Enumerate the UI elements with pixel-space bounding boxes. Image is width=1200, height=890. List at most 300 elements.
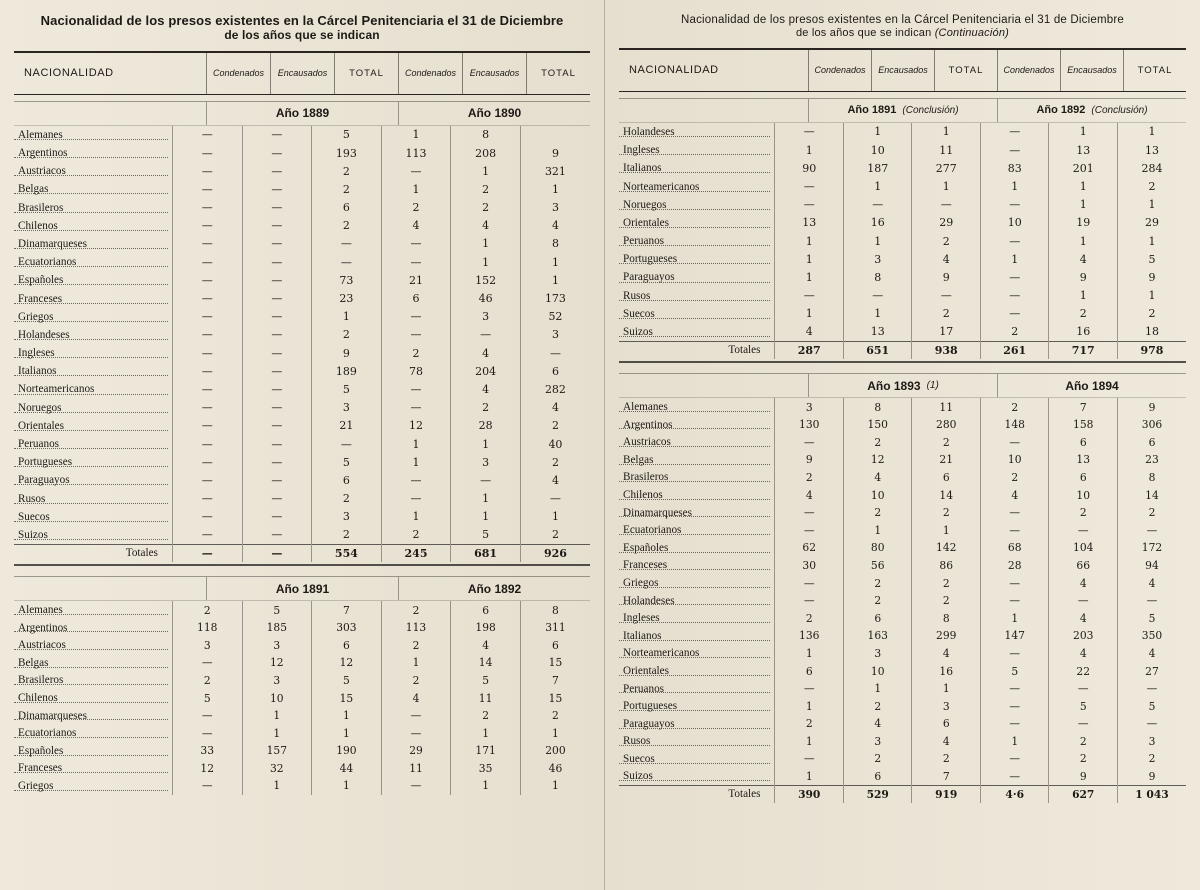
value-e2: —: [1049, 680, 1118, 698]
nationality-cell: [14, 453, 172, 471]
value-c1: 3: [775, 398, 844, 416]
nationality-label: Suecos: [623, 307, 655, 320]
table-row: [619, 287, 1186, 305]
table-row: [619, 592, 1186, 610]
value-c1: —: [172, 453, 242, 471]
nationality-cell: [619, 123, 775, 141]
value-c1: 1: [775, 232, 844, 250]
table-row: [619, 469, 1186, 487]
value-c1: —: [172, 435, 242, 453]
total-t2: 978: [1117, 341, 1186, 359]
value-e1: —: [242, 271, 312, 289]
value-e1: —: [843, 287, 912, 305]
nationality-cell: [14, 380, 172, 398]
value-c1: 1: [775, 250, 844, 268]
table-row: [619, 504, 1186, 522]
value-c1: —: [775, 592, 844, 610]
value-c2: —: [980, 750, 1049, 768]
total-c2: 4·6: [980, 785, 1049, 803]
value-t2: 2: [1117, 177, 1186, 195]
nationality-label: Franceses: [18, 292, 63, 305]
value-e1: 150: [843, 416, 912, 434]
nationality-cell: [14, 162, 172, 180]
right-block-1893-1894: [619, 373, 1186, 803]
value-e1: 3: [843, 250, 912, 268]
nationality-cell: [619, 159, 775, 177]
nationality-cell: [619, 609, 775, 627]
value-e2: 4: [451, 636, 521, 654]
value-t2: 52: [520, 308, 590, 326]
value-t2: 27: [1117, 662, 1186, 680]
left-year-b-2-label: Año 1892: [467, 581, 522, 596]
value-t2: 2: [1117, 504, 1186, 522]
value-t1: 1: [312, 308, 382, 326]
nationality-label: Ecuatorianos: [18, 256, 77, 269]
table-row: [14, 235, 590, 253]
nationality-cell: [14, 217, 172, 235]
nationality-cell: [14, 689, 172, 707]
value-e2: 1: [451, 777, 521, 795]
value-e2: 6: [1049, 433, 1118, 451]
value-t1: 8: [912, 609, 981, 627]
value-c2: 5: [980, 662, 1049, 680]
value-e1: 1: [843, 305, 912, 323]
value-t2: 1: [520, 724, 590, 742]
value-t1: 2: [912, 433, 981, 451]
value-e2: 4: [1049, 574, 1118, 592]
nationality-cell: [619, 469, 775, 487]
value-e1: 8: [843, 398, 912, 416]
nationality-label: Rusos: [18, 492, 46, 505]
right-year-a-2-label: Año 1893: [867, 378, 921, 393]
value-e2: 35: [451, 760, 521, 778]
totals-row: [619, 785, 1186, 803]
left-header-nationality: NACIONALIDAD: [24, 67, 114, 80]
value-t2: 9: [1117, 268, 1186, 286]
value-c2: 6: [381, 289, 451, 307]
table-row: [619, 609, 1186, 627]
nationality-label: Paraguayos: [623, 271, 675, 284]
value-t1: 16: [912, 662, 981, 680]
value-c1: 2: [775, 609, 844, 627]
value-c1: —: [172, 198, 242, 216]
value-c1: —: [775, 680, 844, 698]
value-c2: —: [980, 433, 1049, 451]
value-c1: —: [172, 777, 242, 795]
nationality-label: Orientales: [623, 665, 669, 677]
value-t1: 1: [312, 777, 382, 795]
nationality-cell: [619, 305, 775, 323]
value-c2: —: [381, 326, 451, 344]
value-t1: 2: [912, 750, 981, 768]
nationality-cell: [619, 733, 775, 751]
value-e1: —: [242, 235, 312, 253]
nationality-label: Paraguayos: [623, 717, 675, 730]
right-year-b-1-label: Año 1892: [1036, 104, 1086, 117]
value-c2: 1: [980, 609, 1049, 627]
nationality-label: Norteamericanos: [623, 647, 700, 660]
value-c1: 6: [775, 662, 844, 680]
left-year-headers-1: [14, 102, 590, 126]
value-e1: 3: [843, 733, 912, 751]
value-t2: 3: [520, 198, 590, 216]
value-c1: —: [172, 508, 242, 526]
value-t2: 1: [520, 508, 590, 526]
nationality-cell: [14, 654, 172, 672]
value-c1: —: [172, 362, 242, 380]
value-t1: 2: [912, 504, 981, 522]
value-e1: —: [242, 344, 312, 362]
value-t1: 11: [912, 141, 981, 159]
value-t1: 299: [912, 627, 981, 645]
nationality-label: Rusos: [623, 289, 651, 302]
nationality-label: Dinamarqueses: [18, 709, 87, 722]
table-row: [14, 380, 590, 398]
value-e2: 1: [451, 235, 521, 253]
left-header-col-6: TOTAL: [526, 53, 590, 94]
value-c2: —: [980, 592, 1049, 610]
value-t1: 2: [312, 217, 382, 235]
value-t1: 6: [312, 636, 382, 654]
table-row: [14, 180, 590, 198]
table-row: [14, 271, 590, 289]
value-t2: —: [520, 489, 590, 507]
nationality-cell: [619, 539, 775, 557]
totals-label: Totales: [728, 344, 761, 357]
value-e1: 6: [843, 768, 912, 786]
value-t1: 2: [312, 326, 382, 344]
value-c1: 2: [172, 601, 242, 619]
value-e2: 2: [1049, 733, 1118, 751]
value-t2: [520, 126, 590, 144]
value-e2: 2: [451, 198, 521, 216]
value-t2: 8: [1117, 469, 1186, 487]
left-header-col-2: Encausados: [270, 53, 334, 94]
left-header-row: [14, 51, 590, 95]
total-e1: —: [242, 544, 312, 562]
nationality-label: Austriacos: [18, 639, 66, 652]
nationality-label: Brasileros: [18, 674, 64, 687]
value-c1: 1: [775, 768, 844, 786]
value-t2: 172: [1117, 539, 1186, 557]
nationality-cell: [14, 508, 172, 526]
value-e2: —: [451, 471, 521, 489]
nationality-label: Norteamericanos: [18, 383, 95, 396]
value-t2: 2: [1117, 750, 1186, 768]
value-t1: 142: [912, 539, 981, 557]
totals-label-cell: [619, 341, 775, 359]
value-e1: 185: [242, 619, 312, 637]
value-e2: 204: [451, 362, 521, 380]
value-t2: 1: [520, 777, 590, 795]
table-row: [14, 217, 590, 235]
value-t2: 1: [520, 271, 590, 289]
nationality-label: Italianos: [18, 365, 57, 378]
right-table-1893-1894: [619, 398, 1186, 803]
right-header-col-6: TOTAL: [1123, 50, 1186, 91]
nationality-cell: [619, 177, 775, 195]
right-year-b-2-label: Año 1894: [1065, 378, 1119, 393]
value-t1: 277: [912, 159, 981, 177]
total-c2: 245: [381, 544, 451, 562]
value-c1: 4: [775, 486, 844, 504]
right-table-body-2: [619, 398, 1186, 803]
total-t1: 919: [912, 785, 981, 803]
value-e2: 9: [1049, 768, 1118, 786]
value-c2: —: [381, 253, 451, 271]
nationality-cell: [14, 326, 172, 344]
nationality-label: Portugueses: [623, 700, 678, 713]
value-t2: 1: [1117, 232, 1186, 250]
table-row: [14, 162, 590, 180]
value-t1: 2: [312, 180, 382, 198]
value-t1: 6: [912, 715, 981, 733]
table-row: [619, 645, 1186, 663]
nationality-label: Belgas: [623, 453, 654, 466]
left-header-col-3: TOTAL: [334, 53, 398, 94]
nationality-cell: [14, 707, 172, 725]
right-title-line1: Nacionalidad de los presos existentes en la Cárcel Penitenciaria el 31 de Diciembre: [681, 14, 1124, 26]
left-title: [14, 14, 590, 43]
value-e1: 157: [242, 742, 312, 760]
value-e2: 4: [451, 380, 521, 398]
right-year-a-2: [808, 374, 997, 397]
value-t1: 11: [912, 398, 981, 416]
value-t2: 9: [520, 144, 590, 162]
nationality-cell: [14, 777, 172, 795]
nationality-cell: [619, 232, 775, 250]
value-e1: 56: [843, 557, 912, 575]
value-e1: —: [242, 399, 312, 417]
value-e1: 3: [242, 636, 312, 654]
nationality-label: Peruanos: [623, 682, 665, 695]
value-e1: 10: [843, 141, 912, 159]
table-row: [619, 451, 1186, 469]
value-t1: 86: [912, 557, 981, 575]
value-c2: —: [980, 232, 1049, 250]
total-e1: 651: [843, 341, 912, 359]
value-e1: —: [242, 289, 312, 307]
left-year-a-2-label: Año 1891: [275, 581, 330, 596]
right-year-b-1-note: (Conclusión): [1091, 104, 1148, 116]
value-e2: 4: [451, 217, 521, 235]
value-t2: 4: [1117, 645, 1186, 663]
nationality-cell: [619, 680, 775, 698]
table-row: [14, 636, 590, 654]
value-c1: 3: [172, 636, 242, 654]
value-t2: 23: [1117, 451, 1186, 469]
nationality-cell: [619, 592, 775, 610]
value-e1: 12: [843, 451, 912, 469]
value-e2: 16: [1049, 323, 1118, 341]
value-t2: 6: [520, 636, 590, 654]
value-t2: 4: [1117, 574, 1186, 592]
nationality-cell: [14, 601, 172, 619]
value-c1: —: [775, 504, 844, 522]
table-row: [619, 486, 1186, 504]
value-t1: —: [912, 196, 981, 214]
right-table-1891-1892: [619, 123, 1186, 359]
totals-label: Totales: [125, 547, 158, 560]
value-t2: 40: [520, 435, 590, 453]
nationality-label: Brasileros: [18, 201, 64, 214]
value-t1: 29: [912, 214, 981, 232]
value-t1: 2: [912, 305, 981, 323]
value-e1: 10: [242, 689, 312, 707]
value-c1: —: [172, 344, 242, 362]
nationality-label: Argentinos: [18, 621, 68, 634]
value-t1: 17: [912, 323, 981, 341]
value-c2: —: [980, 680, 1049, 698]
value-c2: 2: [381, 198, 451, 216]
value-c2: 113: [381, 144, 451, 162]
left-header-col-1: Condenados: [206, 53, 270, 94]
nationality-cell: [14, 289, 172, 307]
left-block-1891-1892: [14, 576, 590, 795]
value-c2: 1: [381, 180, 451, 198]
value-c2: 29: [381, 742, 451, 760]
value-c2: 4: [381, 689, 451, 707]
value-e2: 4: [1049, 250, 1118, 268]
value-c1: 33: [172, 742, 242, 760]
value-t2: 15: [520, 689, 590, 707]
value-c2: 147: [980, 627, 1049, 645]
value-c2: —: [980, 287, 1049, 305]
value-t2: 350: [1117, 627, 1186, 645]
value-c2: 2: [980, 398, 1049, 416]
nationality-label: Italianos: [623, 162, 662, 175]
nationality-cell: [619, 662, 775, 680]
value-c1: 9: [775, 451, 844, 469]
right-title-line2: [619, 27, 1186, 40]
value-e1: 1: [843, 123, 912, 141]
table-row: [14, 760, 590, 778]
value-c1: 5: [172, 689, 242, 707]
nationality-cell: [619, 287, 775, 305]
total-t1: 554: [312, 544, 382, 562]
value-e1: 2: [843, 504, 912, 522]
value-c1: —: [172, 308, 242, 326]
table-row: [14, 453, 590, 471]
value-c1: —: [172, 217, 242, 235]
value-t2: —: [1117, 680, 1186, 698]
nationality-label: Brasileros: [623, 471, 669, 484]
value-e1: —: [242, 144, 312, 162]
totals-label: Totales: [728, 788, 761, 801]
table-row: [14, 742, 590, 760]
value-e2: 7: [1049, 398, 1118, 416]
value-t1: 23: [312, 289, 382, 307]
value-t2: 94: [1117, 557, 1186, 575]
value-t2: 8: [520, 601, 590, 619]
value-e1: —: [242, 453, 312, 471]
value-t2: 9: [1117, 398, 1186, 416]
value-e2: 5: [1049, 697, 1118, 715]
value-c2: —: [381, 308, 451, 326]
table-row: [619, 305, 1186, 323]
value-e1: —: [242, 253, 312, 271]
total-c1: 287: [775, 341, 844, 359]
value-e1: —: [242, 526, 312, 544]
value-e1: 1: [843, 521, 912, 539]
nationality-label: Griegos: [623, 577, 659, 590]
value-e2: 1: [1049, 232, 1118, 250]
value-e2: 11: [451, 689, 521, 707]
value-e1: —: [242, 489, 312, 507]
table-row: [619, 627, 1186, 645]
value-t2: 2: [520, 453, 590, 471]
left-year-a-1-label: Año 1889: [275, 106, 330, 121]
nationality-cell: [619, 768, 775, 786]
total-e2: 717: [1049, 341, 1118, 359]
value-e2: 1: [451, 253, 521, 271]
value-t2: 8: [520, 235, 590, 253]
value-e1: —: [242, 471, 312, 489]
value-c2: —: [980, 123, 1049, 141]
left-block1-bottom-rule: [14, 564, 590, 566]
value-t1: 2: [312, 489, 382, 507]
value-e2: 1: [1049, 123, 1118, 141]
nationality-label: Suizos: [623, 770, 653, 783]
value-t1: 1: [312, 707, 382, 725]
nationality-label: Orientales: [18, 419, 64, 432]
total-e2: 681: [451, 544, 521, 562]
value-c2: —: [980, 574, 1049, 592]
value-c1: —: [172, 144, 242, 162]
nationality-label: Rusos: [623, 735, 651, 748]
value-e1: —: [242, 326, 312, 344]
table-row: [619, 539, 1186, 557]
nationality-cell: [14, 344, 172, 362]
nationality-label: Chilenos: [18, 219, 58, 232]
table-row: [14, 198, 590, 216]
right-year-b-2: [997, 374, 1186, 397]
nationality-label: Españoles: [18, 274, 64, 287]
value-c1: —: [775, 521, 844, 539]
value-e2: 1: [1049, 287, 1118, 305]
table-row: [619, 715, 1186, 733]
value-c2: —: [381, 489, 451, 507]
value-e2: 104: [1049, 539, 1118, 557]
value-t2: 18: [1117, 323, 1186, 341]
nationality-cell: [14, 144, 172, 162]
value-e1: 187: [843, 159, 912, 177]
value-e2: 28: [451, 417, 521, 435]
value-t2: 282: [520, 380, 590, 398]
right-header-col-1: Condenados: [808, 50, 871, 91]
value-t2: 29: [1117, 214, 1186, 232]
value-t1: 2: [912, 232, 981, 250]
value-e1: —: [242, 362, 312, 380]
value-c1: 1: [775, 141, 844, 159]
value-e1: —: [242, 217, 312, 235]
total-c1: 390: [775, 785, 844, 803]
value-t1: 2: [312, 162, 382, 180]
value-e1: —: [242, 180, 312, 198]
value-c1: 2: [775, 715, 844, 733]
value-e2: 46: [451, 289, 521, 307]
right-year-a-2-note: (1): [926, 380, 939, 392]
table-row: [14, 672, 590, 690]
nationality-cell: [619, 750, 775, 768]
total-t1: 938: [912, 341, 981, 359]
value-t2: 46: [520, 760, 590, 778]
nationality-label: Peruanos: [623, 235, 665, 248]
nationality-cell: [14, 198, 172, 216]
value-e1: 163: [843, 627, 912, 645]
value-e2: 2: [451, 180, 521, 198]
nationality-label: Holandeses: [18, 328, 70, 341]
